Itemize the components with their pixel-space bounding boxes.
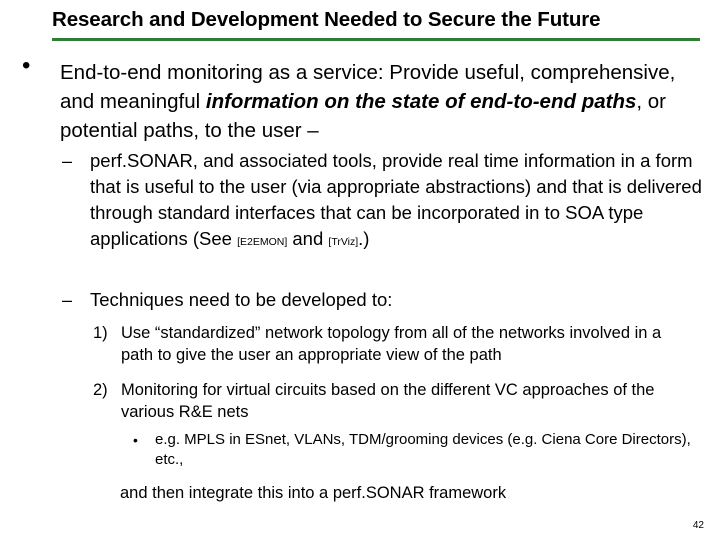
page-number: 42 bbox=[692, 520, 704, 531]
example-text: e.g. MPLS in ESnet, VLANs, TDM/grooming devices (e.g. Ciena Core Directors), etc., bbox=[155, 431, 691, 468]
sub-bullet-and: and bbox=[287, 228, 329, 249]
numbered-item-label: 2) bbox=[93, 381, 108, 399]
dash-icon: – bbox=[62, 290, 73, 310]
title-underline bbox=[52, 38, 700, 41]
dash-icon: – bbox=[62, 151, 73, 171]
sub-bullet-end: .) bbox=[358, 228, 370, 249]
ref-trviz: [TrViz] bbox=[328, 236, 359, 248]
ref-e2emon: [E2EMON] bbox=[237, 236, 288, 248]
numbered-item-text: Use “standardized” network topology from all of the networks involved in a path to give the user an appropriate view of the path bbox=[121, 324, 662, 364]
slide-title: Research and Development Needed to Secure the Future bbox=[52, 8, 601, 31]
bullet-icon: • bbox=[133, 432, 138, 448]
main-bullet-tail: , or potential paths, to the user – bbox=[60, 90, 666, 142]
sub-bullet-techniques: Techniques need to be developed to: bbox=[90, 289, 393, 310]
main-bullet-emphasis: information on the state of end-to-end paths bbox=[205, 90, 637, 113]
sub-bullet-perfsonar bbox=[90, 148, 710, 255]
numbered-item-text: Monitoring for virtual circuits based on the different VC approaches of the various R&E nets bbox=[121, 381, 655, 421]
numbered-item-1 bbox=[93, 322, 693, 366]
numbered-item-2 bbox=[93, 379, 693, 423]
main-bullet-lead: End-to-end monitoring as a service: Provide useful, comprehensive, and meaningful bbox=[60, 61, 676, 113]
main-bullet-text bbox=[60, 58, 705, 145]
closing-text: and then integrate this into a perf.SONAR framework bbox=[120, 484, 507, 502]
sub-bullet-perfsonar-text: perf.SONAR, and associated tools, provide real time information in a form that is useful to the user (via appropriate abstractions) and that is delivered through standard interfaces that can be incorporated in to SOA type applications (See bbox=[90, 150, 702, 249]
bullet-icon: • bbox=[22, 52, 31, 79]
numbered-item-label: 1) bbox=[93, 324, 108, 342]
